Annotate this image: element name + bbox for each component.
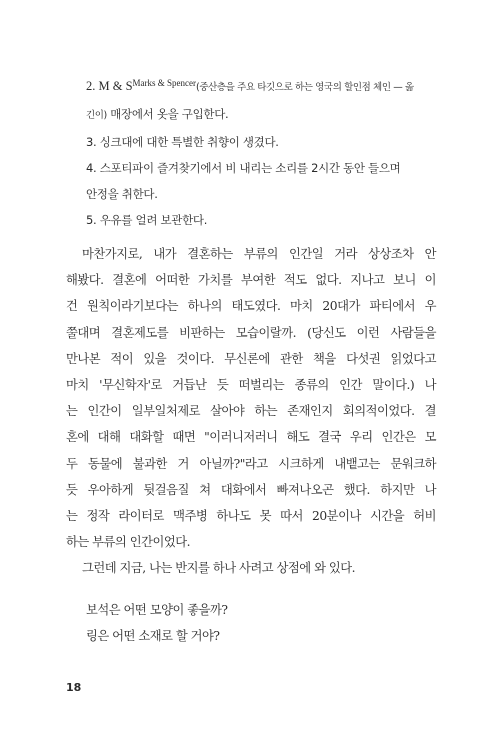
numbered-list — [86, 70, 426, 233]
list-item: 안정을 취한다. — [86, 187, 158, 201]
text-line: 하는 부류의 인간이었다. — [66, 535, 191, 550]
text-line: 건 원칙이라기보다는 하나의 태도였다. 마치 20대가 파티에서 우 — [66, 299, 436, 314]
list-item — [86, 101, 426, 129]
text-line: 마치 '무신학자'로 거듭난 듯 떠벌리는 종류의 인간 말이다.) 나 — [66, 378, 436, 393]
brand-superscript: Marks & Spencer — [132, 78, 197, 88]
text-line: 해봤다. 결혼에 어떠한 가치를 부여한 적도 없다. 지나고 보니 이 — [66, 273, 436, 288]
list-item-text: 매장에서 옷을 구입한다. — [106, 107, 229, 121]
list-item: 3. 싱크대에 대한 특별한 취향이 생겼다. — [86, 135, 279, 149]
question-line: 보석은 어떤 모양이 좋을까? — [86, 603, 228, 617]
brand-name: 2. M & S — [86, 79, 133, 93]
closing-paragraph: 그런데 지금, 나는 반지를 하나 사려고 상점에 와 있다. — [82, 561, 356, 576]
closing-questions — [86, 597, 386, 649]
text-line: 두 동물에 불과한 거 아닐까?"라고 시크하게 내뱉고는 문워크하 — [66, 456, 436, 471]
text-line: 혼에 대해 대화할 때면 "이러니저러니 해도 결국 우리 인간은 모 — [66, 430, 436, 445]
list-item: 4. 스포티파이 즐겨찾기에서 비 내리는 소리를 2시간 동안 들으며 — [86, 161, 401, 175]
question-line: 링은 어떤 소재로 할 거야? — [86, 629, 220, 644]
text-line: 는 정작 라이터로 맥주병 하나도 못 따서 20분이나 시간을 허비 — [66, 509, 436, 524]
translator-note-end: 긴이) — [86, 110, 107, 121]
text-line: 듯 우아하게 뒷걸음질 쳐 대화에서 빠져나오곤 했다. 하지만 나 — [66, 482, 436, 497]
text-line: 만나본 적이 있을 것이다. 무신론에 관한 책을 다섯권 읽었다고 — [66, 351, 436, 366]
page-number: 18 — [66, 681, 82, 694]
text-line: 는 인간이 일부일처제로 살아야 하는 존재인지 회의적이었다. 결 — [66, 404, 436, 419]
text-line: 쭐대며 결혼제도를 비판하는 모습이랄까. (당신도 이런 사람들을 — [66, 325, 436, 340]
text-line: 마찬가지로, 내가 결혼하는 부류의 인간일 거라 상상조차 안 — [82, 247, 436, 261]
list-item: 5. 우유를 얼려 보관한다. — [86, 213, 208, 227]
body-paragraph — [66, 241, 436, 582]
list-item — [86, 70, 426, 101]
translator-note: (중산층을 주요 타깃으로 하는 영국의 할인점 체인 — 옮 — [196, 82, 414, 93]
